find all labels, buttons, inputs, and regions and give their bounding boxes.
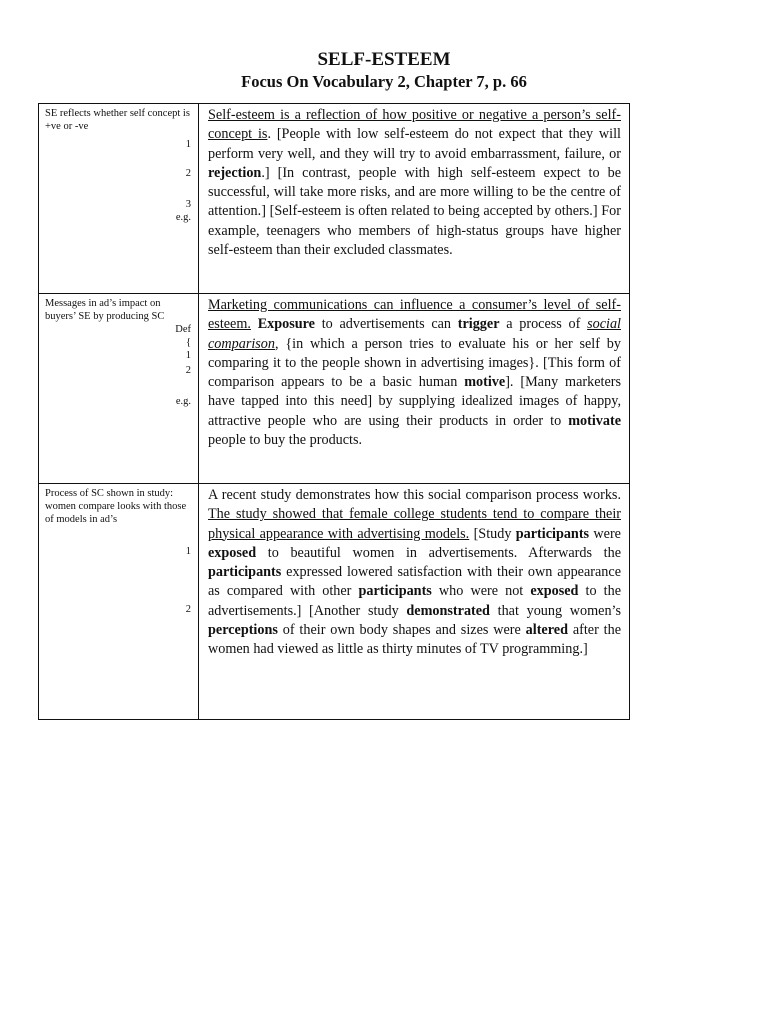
body-text: expressed lowered satisfaction with their own appearance as compared with other: [208, 564, 621, 600]
body-text: ]. [Many marketers have tapped into this need] by supplying idealized images of happy, attractive people who are using their products in order to: [208, 374, 621, 429]
body-text: of their own body shapes and sizes were: [277, 622, 526, 639]
example-marker: e.g.: [175, 212, 191, 223]
body-text: A recent study demonstrates how this social comparison process works.: [208, 487, 621, 503]
notes-cell: [199, 484, 630, 720]
cue-text: Process of SC shown in study: women compare looks with those of models in ad’s: [45, 488, 187, 525]
bold-term: motive: [464, 374, 506, 391]
notes-paragraph: [199, 484, 629, 668]
page-title: SELF-ESTEEM: [317, 49, 451, 70]
point-marker: 3: [185, 199, 191, 210]
point-marker: 1: [185, 546, 191, 557]
definition-marker: Def: [175, 324, 191, 335]
brace-marker: {: [185, 337, 191, 348]
bold-term: perceptions: [208, 622, 278, 639]
body-text: [251, 316, 258, 332]
bold-term: demonstrated: [406, 602, 490, 619]
notes-cell: [199, 104, 630, 294]
body-text: people to buy the products.: [208, 432, 363, 449]
example-marker: e.g.: [175, 396, 191, 407]
cue-text: Messages in ad’s impact on buyers’ SE by producing SC: [45, 298, 165, 322]
underlined-text: Self-esteem is a reflection of how positive or negative a person’s self-concept is: [208, 107, 621, 143]
body-text: , {in which a person tries to evaluate his or her self by comparing it to the people shown in advertising images}. [This form of comparison appears to be a basic human: [208, 335, 621, 391]
body-text: were: [589, 525, 621, 542]
point-marker: 2: [185, 168, 191, 179]
bold-term: trigger: [457, 316, 500, 333]
bold-term: exposed: [208, 544, 257, 561]
bold-term: participants: [358, 583, 432, 600]
bold-term: participants: [208, 564, 282, 581]
cue-cell: [39, 294, 199, 484]
body-text: who were not: [431, 583, 531, 600]
body-text: after the women had viewed as little as thirty minutes of TV programming.]: [208, 622, 621, 658]
bold-term: participants: [515, 525, 590, 542]
notes-row: [39, 294, 630, 484]
bold-term: Exposure: [257, 316, 315, 333]
body-text: .] [In contrast, people with high self-esteem expect to be successful, will take more risks, and are more willing to be the centre of attention.] [Self-esteem is often related to being accepted by others.] For example, teenagers who members of high-status groups have higher self-esteem than their excluded classmates.: [208, 164, 621, 259]
body-text: that young women’s: [489, 602, 621, 619]
notes-paragraph: [199, 104, 629, 268]
notes-row: [39, 104, 630, 294]
notes-cell: [199, 294, 630, 484]
point-marker: 2: [185, 365, 191, 376]
italic-term: social comparison: [208, 316, 621, 352]
cornell-notes-table: [38, 103, 630, 720]
notes-row: [39, 484, 630, 720]
bold-term: rejection: [208, 164, 262, 181]
body-text: a process of: [499, 316, 588, 333]
notes-paragraph: [199, 294, 629, 458]
cue-cell: [39, 104, 199, 294]
cue-text: SE reflects whether self concept is +ve or -ve: [45, 108, 190, 132]
body-text: to the advertisements.] [Another study: [208, 583, 621, 619]
point-marker: 1: [185, 350, 191, 361]
body-text: [Study: [469, 525, 516, 542]
body-text: . [People with low self-esteem do not expect that they will perform very well, and they will try to avoid embarrassment, failure, or: [208, 126, 622, 162]
page-subtitle: Focus On Vocabulary 2, Chapter 7, p. 66: [241, 72, 527, 91]
point-marker: 1: [185, 139, 191, 150]
bold-term: altered: [525, 622, 568, 639]
underlined-text: Marketing communications can influence a consumer’s level of self-esteem.: [208, 297, 621, 333]
underlined-text: The study showed that female college students tend to compare their physical appearance with advertising models.: [208, 506, 621, 542]
body-text: to beautiful women in advertisements. Afterwards the: [256, 544, 621, 561]
body-text: to advertisements can: [314, 316, 458, 333]
bold-term: motivate: [568, 412, 621, 429]
cue-cell: [39, 484, 199, 720]
point-marker: 2: [185, 604, 191, 615]
bold-term: exposed: [530, 583, 579, 600]
